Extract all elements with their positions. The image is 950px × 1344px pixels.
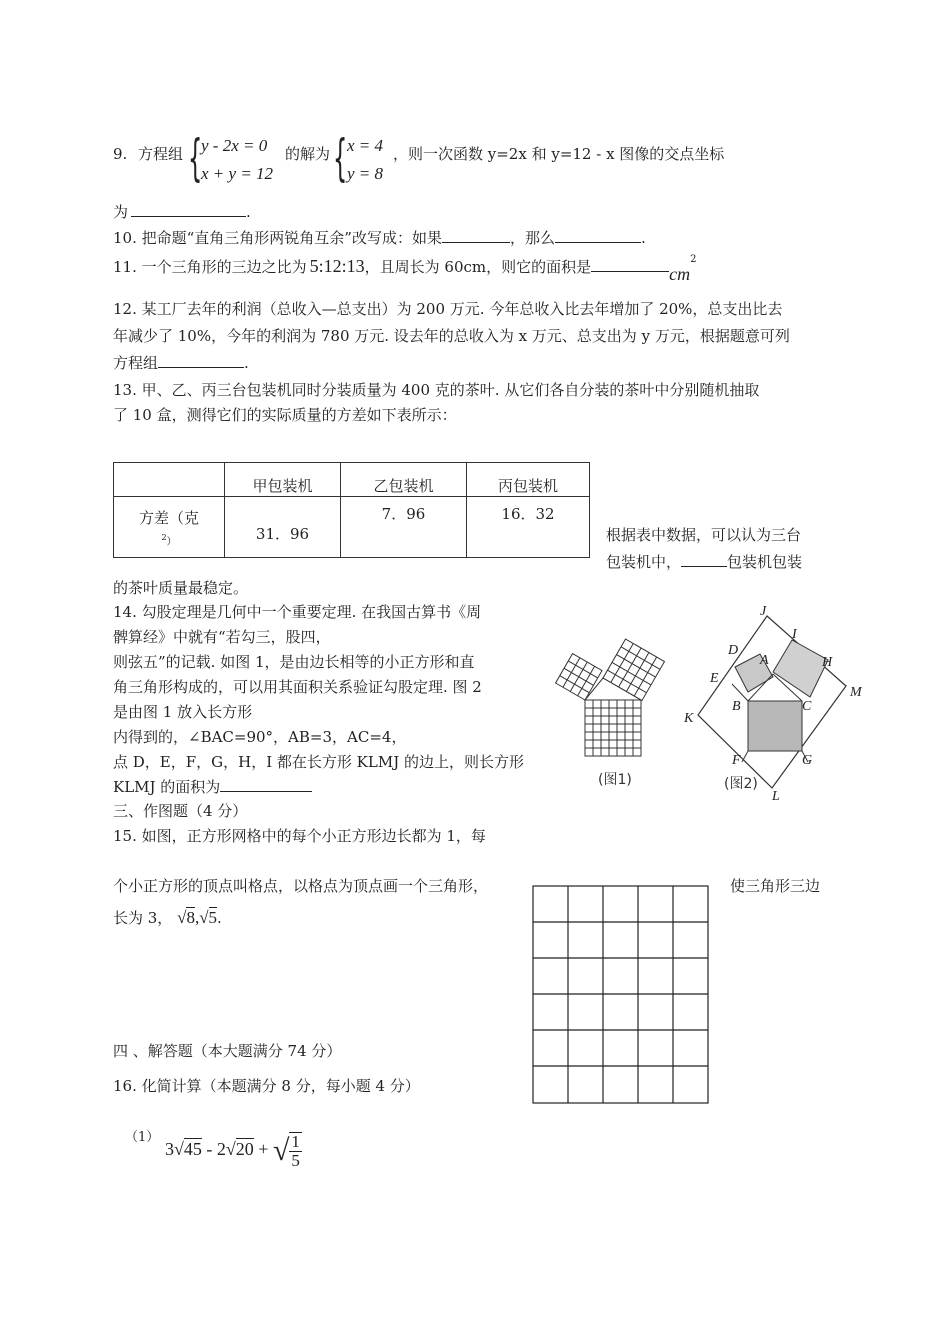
q10-text: 10. 把命题“直角三角形两锐角互余”改写成：如果 ，那么 . [113,229,646,247]
q9-mid-text: 的解为 [285,145,331,163]
section-4-title: 四 、解答题（本大题满分 74 分） [113,1042,342,1060]
table-header-empty [114,463,225,497]
q13-line2: 了 10 盒，测得它们的实际质量的方差如下表所示： [113,406,457,424]
q9-line2: 为 . [113,203,251,221]
q14-line1: 14. 勾股定理是几何中一个重要定理. 在我国古算书《周 [113,603,482,621]
q15-grid [532,885,710,1105]
q12-line1: 12. 某工厂去年的利润（总收入—总支出）为 200 万元. 今年总收入比去年增加了 20%，总支出比去 [113,300,783,318]
q14-line2: 髀算经》中就有“若勾三，股四， [113,628,331,646]
table-cell-yi: 7．96 [341,497,467,558]
fig2-caption: (图2) [724,776,758,792]
q9-brace-1: { [188,129,203,187]
fig2-label-j: J [760,604,767,619]
fig1-caption: (图1) [598,772,632,788]
q16-part-1: （1） [125,1130,160,1145]
q9-equation-1: y - 2x = 0 [201,136,268,155]
q11-blank [591,257,669,272]
fig1-bottom-grid [585,700,641,756]
q12-blank [158,353,244,368]
q9-tail-text: ，则一次函数 y=2x 和 y=12 - x 图像的交点坐标 [393,145,725,163]
q15-line3: 长为 3， √8,√5. [113,908,222,927]
q12-line3: 方程组 . [113,354,249,372]
fig2-label-h: H [822,655,833,670]
q14-line5: 是由图 1 放入长方形 [113,703,253,721]
q9-solution-x: x = 4 [347,136,384,155]
q13-line1: 13. 甲、乙、丙三台包装机同时分装质量为 400 克的茶叶. 从它们各自分装的茶叶中分别随机抽取 [113,381,760,399]
q13-side2: 包装机中， 包装机包装 [606,553,803,571]
q15-line1: 15. 如图，正方形网格中的每个小正方形边长都为 1，每 [113,827,486,845]
fig2-label-b: B [732,699,741,714]
q14-line7: 点 D，E，F，G，H，I 都在长方形 KLMJ 的边上，则长方形 [113,753,524,771]
fig2-label-i: I [792,627,797,642]
q10-blank-then [555,228,641,243]
q11-ratio: 5:12:13 [309,256,365,276]
table-header-yi: 乙包装机 [341,463,467,497]
table-header-jia: 甲包装机 [225,463,341,497]
q14-line6: 内得到的，∠BAC=90°，AB=3，AC=4， [113,728,407,746]
q14-line3: 则弦五”的记载. 如图 1，是由边长相等的小正方形和直 [113,653,475,671]
section-3-title: 三、作图题（4 分） [113,802,248,820]
q13-blank [681,552,727,567]
q9-answer-blank [131,202,246,217]
fig2-label-e: E [710,671,719,686]
q9-label: 方程组 [138,145,184,163]
variance-table [113,462,590,558]
table-cell-jia: 31．96 [225,497,341,558]
q15-line2b: 使三角形三边 [730,877,821,895]
square-bottom [748,701,802,751]
q13-side1: 根据表中数据，可以认为三台 [606,526,802,544]
fig2-label-l: L [772,789,780,802]
fig2-label-g: G [802,753,813,768]
table-row-label: 方差（克 $^2$） [114,497,225,558]
fig2-label-m: M [850,685,862,700]
q16-title: 16. 化简计算（本题满分 8 分，每小题 4 分） [113,1077,420,1095]
q9-brace-2: { [333,129,348,187]
table-header-bing: 丙包装机 [467,463,590,497]
q9-solution-y: y = 8 [347,164,384,183]
q11-unit: cm [669,264,691,284]
q12-line2: 年减少了 10%，今年的利润为 780 万元. 设去年的总收入为 x 万元、总支出为 y 万元，根据题意可列 [113,327,790,345]
q14-line8: KLMJ 的面积为 [113,777,312,797]
q9-number: 9. [113,145,128,163]
q11-text: 11. 一个三角形的三边之比为 5:12:13，且周长为 60cm，则它的面积是 $cm^2$ [113,254,697,284]
q13-line-after: 的茶叶质量最稳定。 [113,579,249,597]
figure-1 [548,630,678,800]
q9-equation-2: x + y = 12 [201,164,274,183]
q14-line4: 角三角形构成的，可以用其面积关系验证勾股定理. 图 2 [113,678,482,696]
q16-expression: 3√45 - 2√20 + √ $\frac{1}{5}$ [165,1132,300,1170]
q15-line2: 个小正方形的顶点叫格点，以格点为顶点画一个三角形， [113,877,489,895]
fig2-label-f: F [732,753,741,768]
q10-blank-if [442,228,510,243]
figure-2 [680,602,870,802]
fig2-label-c: C [802,699,812,714]
fig2-label-a: A [760,653,769,668]
fig2-label-k: K [684,711,694,726]
table-cell-bing: 16．32 [467,497,590,558]
fig2-label-d: D [728,643,739,658]
q14-blank [220,777,312,792]
